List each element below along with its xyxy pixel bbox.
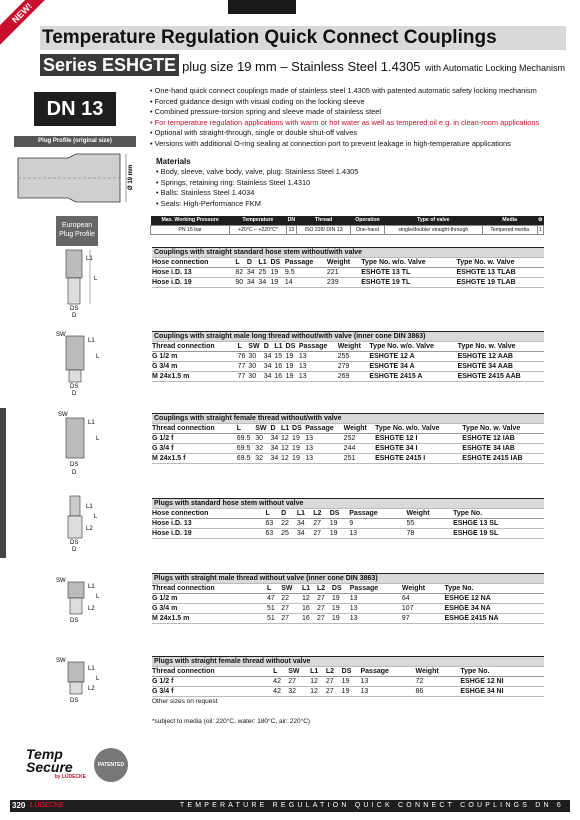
spec-header: Temperature [230,216,287,225]
svg-text:L1: L1 [88,420,95,426]
table-caption: Plugs with straight male thread without valve (inner cone DIN 3863) [152,574,544,584]
dn-label: DN 13 [34,92,116,126]
coupling-male-drawing [56,330,106,396]
spec-cell: PN 15 bar [151,225,230,234]
coupling-female-table: Couplings with straight female thread without/with valve Thread connection L SW D L1 DS Passage Weight Type No. w/o. Valve Type No. w. Valve G 1/2 f 69.5 30 34 12 19 13 252 ESHGTE 12 I ESHGTE 12 IAB G 3/4 f 69.5 32 34 12 19 13 244 ESHGTE 34 I ESHGTE 34 IAB M 24x1.5 f 69.5 32 34 12 19 13 251 ESHGTE 2415 I ESHGTE 2415 IAB [152,413,544,464]
series-name: Series ESHGTE [40,54,179,76]
spec-cell: Tempered media [482,225,537,234]
page-number: 320 [12,801,26,810]
table-row: G 3/4 m 77 30 34 16 19 13 279 ESHGTE 34 A ESHGTE 34 AAB [152,362,544,372]
plug-male-drawing [56,576,106,626]
feature-item: • Combined pressure-torsion spring and sleeve made of stainless steel [150,107,566,118]
svg-text:L1: L1 [88,584,95,590]
table-caption: Plugs with straight female thread without valve [152,657,544,667]
column-header: Type No. w/o. Valve [361,258,456,268]
spec-header: Thread [297,216,351,225]
plug-hose-table: Plugs with standard hose stem without valve Hose connection L D L1 L2 DS Passage Weight Type No. Hose i.D. 13 63 22 34 27 19 9 55 ESHGE 13 SL Hose i.D. 19 63 25 34 27 19 13 78 ESHGE 19 SL [152,498,544,539]
feature-item: • Optional with straight-through, single or double shut-off valves [150,128,566,139]
spec-header: Type of valve [384,216,482,225]
svg-text:DS: DS [70,618,79,624]
column-header: L1 [258,258,270,268]
top-tab [228,0,296,14]
svg-text:L: L [96,594,100,600]
coupling-female-drawing [56,410,106,476]
table-row: Hose i.D. 19 90 34 34 19 14 239 ESHGTE 19 TL ESHGTE 19 TLAB [152,278,544,288]
svg-text:D: D [72,547,77,552]
features-list [150,86,566,150]
spec-cell: 13 [286,225,296,234]
svg-text:L: L [96,354,100,360]
column-header: Hose connection [152,258,235,268]
table-row: G 1/2 m 47 22 12 27 19 13 64 ESHGE 12 NA [152,594,544,604]
materials-list [156,167,358,209]
spec-table [150,216,544,235]
svg-text:L: L [96,676,100,682]
table-row: Hose i.D. 19 63 25 34 27 19 13 78 ESHGE 19 SL [152,529,544,539]
series-main: plug size 19 mm – Stainless Steel 1.4305 [182,59,421,74]
table-caption: Couplings with straight standard hose stem without/with valve [152,248,544,258]
plug-female-drawing [56,656,106,706]
column-header: Weight [327,258,361,268]
svg-text:L: L [94,514,98,520]
table-row: G 1/2 m 76 30 34 15 19 13 255 ESHGTE 12 A ESHGTE 12 AAB [152,352,544,362]
table-row: G 3/4 f 42 32 12 27 19 13 86 ESHGE 34 NI [152,687,544,697]
spec-header: Operation [351,216,385,225]
svg-text:SW: SW [58,412,68,418]
svg-text:L2: L2 [88,686,95,692]
svg-text:L: L [96,436,100,442]
svg-text:DS: DS [70,384,79,390]
series-sub: with Automatic Locking Mechanism [424,63,566,73]
table-row: M 24x1.5 m 77 30 34 16 19 13 269 ESHGTE 2415 A ESHGTE 2415 AAB [152,372,544,382]
materials-heading: Materials [156,157,191,166]
svg-text:DS: DS [70,698,79,704]
column-header: D [247,258,259,268]
table-row: G 3/4 f 69.5 32 34 12 19 13 244 ESHGTE 34 I ESHGTE 34 IAB [152,444,544,454]
spec-cell: single/double/ straight-through [384,225,482,234]
footer-title: TEMPERATURE REGULATION QUICK CONNECT COUPLINGS DN 6 [179,802,564,809]
column-header: DS [271,258,285,268]
table-caption: Plugs with standard hose stem without valve [152,499,544,509]
svg-text:SW: SW [56,332,66,338]
plug-male-table: Plugs with straight male thread without valve (inner cone DIN 3863) Thread connection L SW L1 L2 DS Passage Weight Type No. G 1/2 m 47 22 12 27 19 13 64 ESHGE 12 NA G 3/4 m 51 27 16 27 19 13 107 ESHGE 34 NA M 24x1.5 m 51 27 16 27 19 13 97 ESHGE 2415 NA [152,573,544,624]
feature-item: • Versions with additional O-ring sealing at connection port to prevent leakage in high-temperature applications [150,139,566,150]
table-row: G 1/2 f 42 27 12 27 19 13 72 ESHGE 12 NI [152,677,544,687]
table-caption: Couplings with straight female thread without/with valve [152,414,544,424]
material-item: • Seals: High-Performance FKM [156,199,358,210]
coupling-male-table: Couplings with straight male long thread without/with valve (inner cone DIN 3863) Thread connection L SW D L1 DS Passage Weight Type No. w/o. Valve Type No. w. Valve G 1/2 m 76 30 34 15 19 13 255 ESHGTE 12 A ESHGTE 12 AAB G 3/4 m 77 30 34 16 19 13 279 ESHGTE 34 A ESHGTE 34 AAB M 24x1.5 m 77 30 34 16 19 13 269 ESHGTE 2415 A ESHGTE 2415 AAB [152,331,544,382]
spec-cell: ISO 228/ DIN 13 [297,225,351,234]
svg-text:D: D [72,470,77,476]
svg-text:L1: L1 [86,256,93,262]
new-badge: NEW! [0,0,55,46]
svg-text:L: L [94,276,98,282]
table-note: Other sizes on request [152,698,218,706]
svg-text:D: D [72,391,77,396]
coupling-hose-drawing [56,248,106,318]
plug-profile-drawing [16,150,140,206]
spec-cell: One-hand [351,225,385,234]
svg-text:SW: SW [56,658,66,664]
svg-text:L2: L2 [88,606,95,612]
table-row: M 24x1.5 f 69.5 32 34 12 19 13 251 ESHGTE 2415 I ESHGTE 2415 IAB [152,454,544,464]
patented-seal: PATENTED [94,748,128,782]
table-row: M 24x1.5 m 51 27 16 27 19 13 97 ESHGE 2415 NA [152,614,544,624]
plug-profile-label: Plug Profile (original size) [14,136,136,147]
feature-item: • One-hand quick connect couplings made of stainless steel 1.4305 with patented automatic safety locking mechanism [150,86,566,97]
series-line [40,54,565,76]
european-plug-label: European Plug Profile [56,216,98,246]
spec-header: Media [482,216,537,225]
plug-hose-drawing [56,494,106,552]
material-item: • Springs, retaining ring: Stainless Steel 1.4310 [156,178,358,189]
svg-text:DS: DS [70,306,79,312]
coupling-hose-table [152,247,544,288]
spec-header: Max. Working Pressure [151,216,230,225]
material-item: • Balls: Stainless Steel 1.4034 [156,188,358,199]
svg-text:DS: DS [70,540,79,546]
table-caption: Couplings with straight male long thread without/with valve (inner cone DIN 3863) [152,332,544,342]
feature-item: • For temperature regulation applications with warm or hot water as well as tempered oil e.g. in clean-room applications [150,118,566,129]
page-title: Temperature Regulation Quick Connect Couplings [40,26,566,50]
profile-dim: Ø 19 mm [128,164,134,190]
column-header: Type No. w. Valve [457,258,545,268]
feature-item: • Forced guidance design with visual coding on the locking sleeve [150,97,566,108]
side-marker [0,408,6,558]
svg-text:L1: L1 [86,504,93,510]
column-header: Passage [285,258,327,268]
svg-text:DS: DS [70,462,79,468]
footnote: *subject to media (oil: 220°C, water: 180°C, air: 220°C) [152,718,311,725]
spec-cell: +20°C – +220°C* [230,225,287,234]
material-item: • Body, sleeve, valve body, valve, plug: Stainless Steel 1.4305 [156,167,358,178]
svg-text:L1: L1 [88,338,95,344]
svg-text:L2: L2 [86,526,93,532]
gear-icon: ⚙ [537,217,543,224]
svg-text:D: D [72,313,77,318]
table-row: G 1/2 f 69.5 30 34 12 19 13 252 ESHGTE 12 I ESHGTE 12 IAB [152,434,544,444]
column-header: L [235,258,247,268]
table-row: G 3/4 m 51 27 16 27 19 13 107 ESHGE 34 NA [152,604,544,614]
plug-female-table: Plugs with straight female thread without valve Thread connection L SW L1 L2 DS Passage Weight Type No. G 1/2 f 42 27 12 27 19 13 72 ESHGE 12 NI G 3/4 f 42 32 12 27 19 13 86 ESHGE 34 NI Other sizes on request [152,656,544,707]
svg-text:SW: SW [56,578,66,584]
spec-cell: 1 [538,226,542,233]
tempsecure-logo: Temp Secure by LÜDECKE [26,746,86,780]
table-row: Hose i.D. 13 82 34 25 19 9.5 221 ESHGTE 13 TL ESHGTE 13 TLAB [152,268,544,278]
svg-text:L1: L1 [88,666,95,672]
table-row: Hose i.D. 13 63 22 34 27 19 9 55 ESHGE 13 SL [152,519,544,529]
spec-header: DN [287,217,296,224]
footer-brand: LÜDECKE [30,802,64,809]
